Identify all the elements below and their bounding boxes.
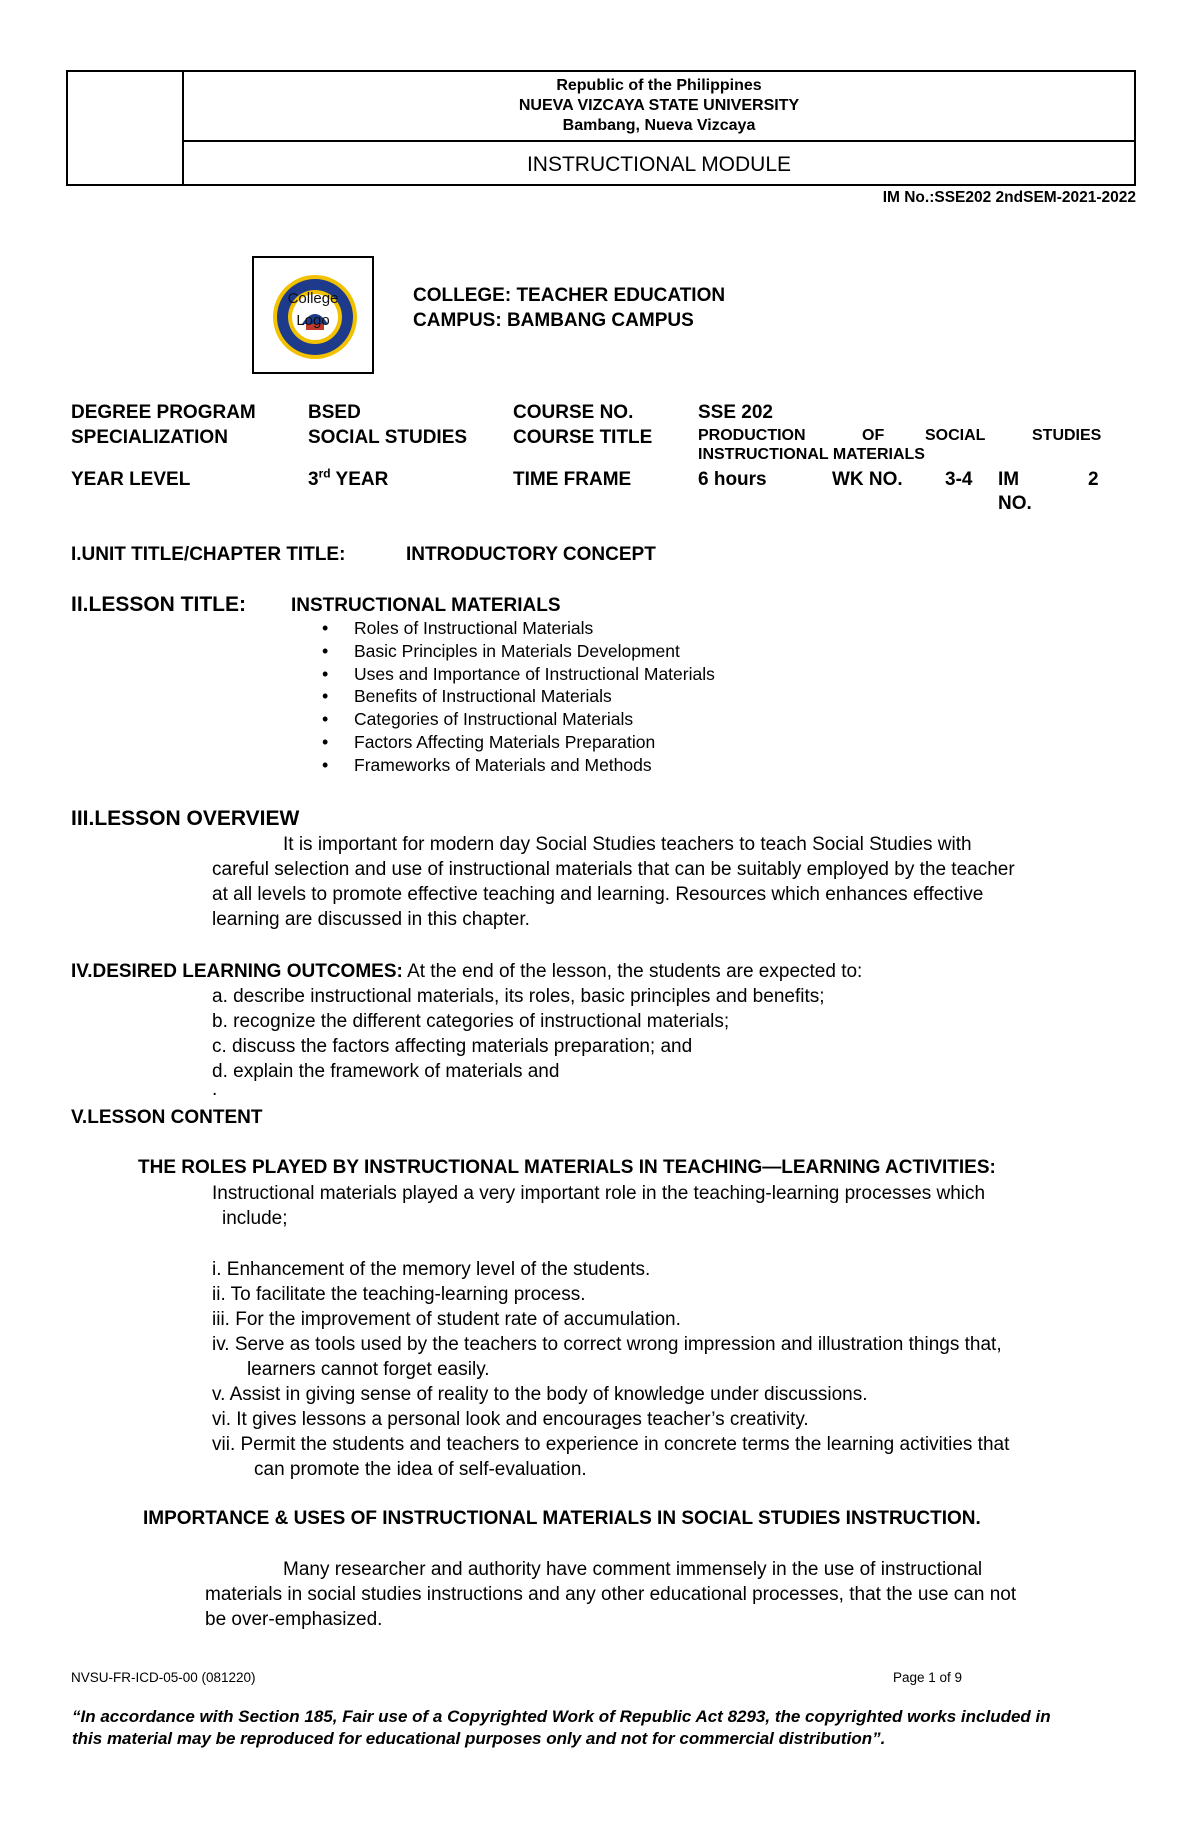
im-no-label-line: NO. — [998, 493, 1032, 514]
importance-line: materials in social studies instructions and any other educational processes, that the use can not — [205, 1584, 1017, 1605]
roles-intro-line: include; — [222, 1208, 288, 1229]
outcome-item: c. discuss the factors affecting materials preparation; and — [212, 1036, 693, 1057]
course-title-word: OF — [862, 427, 885, 444]
lesson-title-value: INSTRUCTIONAL MATERIALS — [291, 595, 561, 616]
list-item: • Benefits of Instructional Materials — [322, 685, 715, 708]
role-item: i. Enhancement of the memory level of the students. — [212, 1259, 651, 1280]
republic-line: Republic of the Philippines — [556, 77, 762, 94]
time-frame-label: TIME FRAME — [513, 469, 632, 490]
im-no-value: 2 — [1088, 469, 1099, 490]
outcome-item: b. recognize the different categories of instructional materials; — [212, 1011, 730, 1032]
university-name: NUEVA VIZCAYA STATE UNIVERSITY — [518, 97, 800, 114]
importance-heading: IMPORTANCE & USES OF INSTRUCTIONAL MATERIALS IN SOCIAL STUDIES INSTRUCTION. — [143, 1508, 981, 1529]
role-item: v. Assist in giving sense of reality to the body of knowledge under discussions. — [212, 1384, 868, 1405]
course-title-label: COURSE TITLE — [513, 427, 653, 448]
list-item: • Categories of Instructional Materials — [322, 708, 715, 731]
specialization-label: SPECIALIZATION — [71, 427, 228, 448]
role-item: vii. Permit the students and teachers to experience in concrete terms the learning activities that — [212, 1434, 1010, 1455]
im-number: IM No.:SSE202 2ndSEM-2021-2022 — [882, 189, 1136, 206]
lesson-content-heading: V.LESSON CONTENT — [71, 1107, 263, 1128]
outcome-item: d. explain the framework of materials and — [212, 1061, 560, 1082]
logo-text-line: Logo — [296, 312, 330, 329]
specialization-value: SOCIAL STUDIES — [308, 427, 468, 448]
outcome-trailing: . — [212, 1079, 218, 1100]
roles-intro-line: Instructional materials played a very important role in the teaching-learning processes which — [212, 1183, 986, 1204]
year-ordinal: rd — [318, 466, 331, 481]
degree-program-label: DEGREE PROGRAM — [71, 402, 256, 423]
list-item: • Frameworks of Materials and Methods — [322, 754, 715, 777]
college-logo-box — [252, 256, 374, 374]
unit-title-value: INTRODUCTORY CONCEPT — [406, 544, 656, 565]
course-no-label: COURSE NO. — [513, 402, 634, 423]
role-item: iv. Serve as tools used by the teachers to correct wrong impression and illustration things that, — [212, 1334, 1002, 1355]
year-number: 3 — [308, 469, 319, 490]
logo-placeholder-text — [254, 288, 372, 332]
form-code: NVSU-FR-ICD-05-00 (081220) — [71, 1670, 256, 1685]
college-campus-block — [413, 283, 725, 333]
college-line: COLLEGE: TEACHER EDUCATION — [413, 285, 726, 306]
year-level-label: YEAR LEVEL — [71, 469, 191, 490]
im-no-label-line: IM — [998, 469, 1020, 490]
list-item: • Basic Principles in Materials Development — [322, 640, 715, 663]
outcomes-intro-line — [71, 959, 862, 984]
copyright-line: this material may be reproduced for educational purposes only and not for commercial distribution”. — [72, 1729, 886, 1748]
list-item: • Uses and Importance of Instructional Materials — [322, 663, 715, 686]
course-title-word: STUDIES — [1032, 427, 1102, 444]
week-no-value: 3-4 — [945, 469, 973, 490]
week-no-label: WK NO. — [832, 469, 903, 490]
logo-text-line: College — [287, 290, 339, 307]
module-title: INSTRUCTIONAL MODULE — [526, 153, 792, 176]
im-no-label — [998, 468, 1032, 516]
list-item: • Roles of Instructional Materials — [322, 617, 715, 640]
list-item: • Factors Affecting Materials Preparation — [322, 731, 715, 754]
importance-line: be over-emphasized. — [205, 1609, 383, 1630]
unit-title-label: I.UNIT TITLE/CHAPTER TITLE: — [71, 544, 346, 565]
role-item: ii. To facilitate the teaching-learning process. — [212, 1284, 586, 1305]
degree-program-value: BSED — [308, 402, 361, 423]
copyright-line: “In accordance with Section 185, Fair use of a Copyrighted Work of Republic Act 8293, the copyrighted works included in — [72, 1707, 1051, 1726]
roles-heading: THE ROLES PLAYED BY INSTRUCTIONAL MATERIALS IN TEACHING—LEARNING ACTIVITIES: — [138, 1157, 996, 1178]
university-address: Bambang, Nueva Vizcaya — [562, 117, 756, 134]
outcomes-intro: At the end of the lesson, the students are expected to: — [407, 961, 863, 982]
role-item-continued: learners cannot forget easily. — [247, 1359, 490, 1380]
page-number: Page 1 of 9 — [893, 1670, 963, 1685]
role-item: iii. For the improvement of student rate of accumulation. — [212, 1309, 681, 1330]
role-item: vi. It gives lessons a personal look and encourages teacher’s creativity. — [212, 1409, 809, 1430]
course-title-word: SOCIAL — [925, 427, 986, 444]
year-word: YEAR — [335, 469, 389, 490]
outcome-item: a. describe instructional materials, its roles, basic principles and benefits; — [212, 986, 825, 1007]
course-title-word: PRODUCTION — [698, 427, 806, 444]
time-frame-value: 6 hours — [698, 469, 767, 490]
overview-line: It is important for modern day Social Studies teachers to teach Social Studies with — [283, 834, 972, 855]
lesson-topics-list — [322, 617, 715, 777]
course-no-value: SSE 202 — [698, 402, 773, 423]
role-item-continued: can promote the idea of self-evaluation. — [254, 1459, 587, 1480]
institution-block — [184, 76, 1134, 136]
overview-heading: III.LESSON OVERVIEW — [71, 807, 300, 830]
overview-line: learning are discussed in this chapter. — [212, 909, 530, 930]
copyright-notice — [72, 1706, 1136, 1750]
overview-line: careful selection and use of instructional materials that can be suitably employed by the teacher — [212, 859, 1015, 880]
campus-line: CAMPUS: BAMBANG CAMPUS — [413, 310, 694, 331]
overview-line: at all levels to promote effective teaching and learning. Resources which enhances effective — [212, 884, 984, 905]
importance-line: Many researcher and authority have comment immensely in the use of instructional — [283, 1559, 983, 1580]
lesson-title-label: II.LESSON TITLE: — [71, 593, 247, 616]
header-table — [66, 70, 1136, 186]
year-level-value — [308, 468, 388, 492]
course-title-line-2: INSTRUCTIONAL MATERIALS — [698, 446, 925, 463]
header-divider-horizontal — [182, 140, 1134, 142]
outcomes-heading: IV.DESIRED LEARNING OUTCOMES: — [71, 961, 403, 982]
